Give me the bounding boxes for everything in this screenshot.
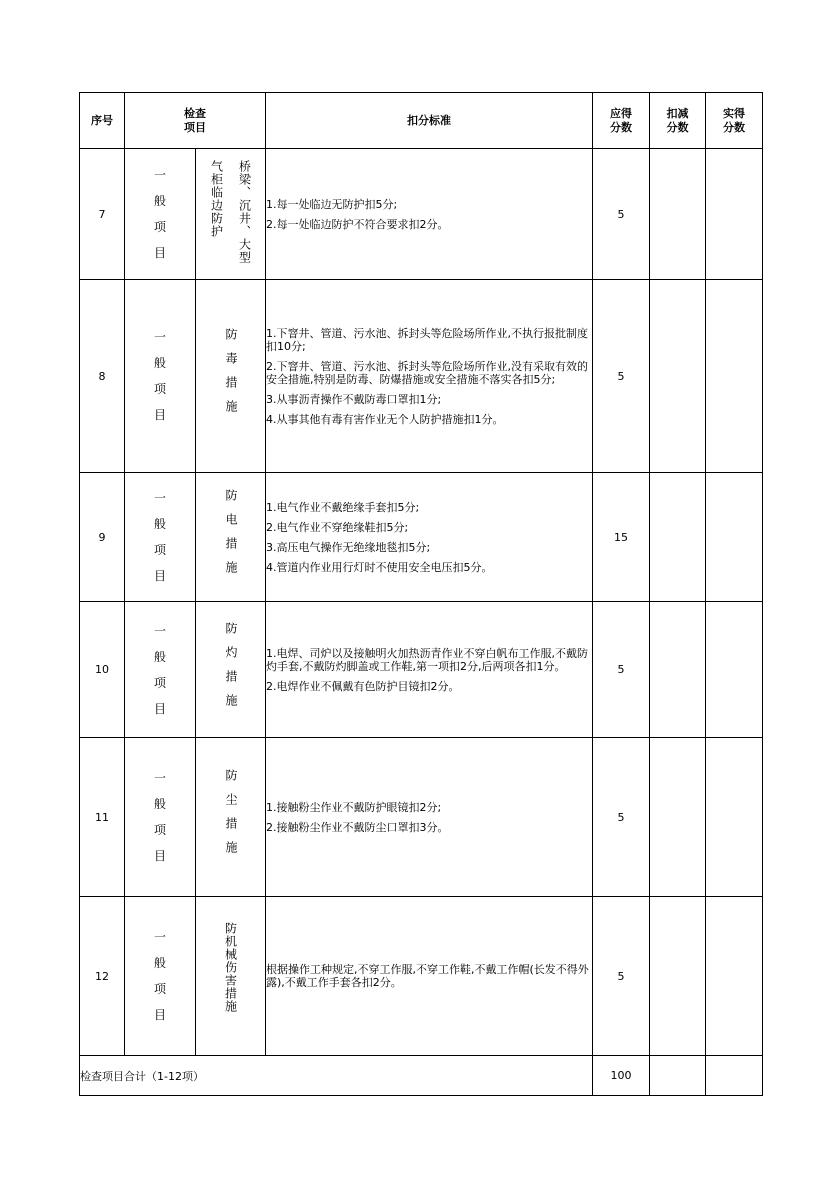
criteria-line: 根据操作工种规定,不穿工作服,不穿工作鞋,不戴工作帽(长发不得外露),不戴工作手套各扣2分。 <box>266 963 589 989</box>
total-deduct-score[interactable] <box>650 1056 706 1096</box>
table-row <box>80 473 763 602</box>
category-char: 目 <box>153 246 166 260</box>
row-criteria <box>266 149 593 280</box>
header-deduct-line1: 扣减 <box>666 106 689 120</box>
category-char: 一 <box>153 491 166 505</box>
category-char: 一 <box>153 330 166 344</box>
item-name-text: 防灼措施 <box>224 621 238 718</box>
category-char: 般 <box>153 649 166 664</box>
category-char: 项 <box>153 220 166 234</box>
row-deduct-score[interactable] <box>650 149 706 280</box>
row-number: 10 <box>80 602 125 738</box>
header-deduct-line2: 分数 <box>666 120 689 134</box>
criteria-line: 4.从事其他有毒有害作业无个人防护措施扣1分。 <box>266 412 504 426</box>
header-deduct-score <box>650 93 706 149</box>
row-category <box>125 738 196 897</box>
row-number: 11 <box>80 738 125 897</box>
criteria-line: 2.每一处临边防护不符合要求扣2分。 <box>266 217 449 231</box>
criteria-line: 2.下窨井、管道、污水池、拆封头等危险场所作业,没有采取有效的安全措施,特别是防毒、防爆措施或安全措施不落实各扣5分; <box>266 359 588 386</box>
criteria-line: 1.电气作业不戴绝缘手套扣5分; <box>266 500 420 514</box>
criteria-line: 2.接触粉尘作业不戴防尘口罩扣3分。 <box>266 820 449 834</box>
category-char: 目 <box>153 701 166 716</box>
row-category <box>125 473 196 602</box>
row-item-name <box>196 897 266 1056</box>
row-number: 12 <box>80 897 125 1056</box>
row-item-name <box>196 473 266 602</box>
header-no: 序号 <box>80 93 125 149</box>
category-char: 项 <box>153 823 166 837</box>
row-due-score: 5 <box>593 897 650 1056</box>
category-char: 般 <box>153 194 166 208</box>
item-name-text: 防毒措施 <box>224 328 238 424</box>
table-row <box>80 738 763 897</box>
category-char: 项 <box>153 675 166 690</box>
criteria-line: 1.接触粉尘作业不戴防护眼镜扣2分; <box>266 800 442 814</box>
row-criteria <box>266 602 593 738</box>
inspection-table <box>79 92 763 1096</box>
category-char: 一 <box>153 623 166 638</box>
category-char: 项 <box>153 382 166 396</box>
criteria-line: 3.高压电气操作无绝缘地毯扣5分; <box>266 540 431 554</box>
category-char: 般 <box>153 797 166 811</box>
total-label: 检查项目合计（1-12项） <box>80 1056 593 1096</box>
row-due-score: 5 <box>593 280 650 473</box>
row-category <box>125 602 196 738</box>
row-deduct-score[interactable] <box>650 473 706 602</box>
total-actual-score[interactable] <box>706 1056 763 1096</box>
row-actual-score[interactable] <box>706 738 763 897</box>
category-char: 项 <box>153 543 166 557</box>
row-deduct-score[interactable] <box>650 738 706 897</box>
table-row <box>80 280 763 473</box>
row-deduct-score[interactable] <box>650 280 706 473</box>
header-item <box>125 93 266 149</box>
criteria-line: 1.下窨井、管道、污水池、拆封头等危险场所作业,不执行报批制度扣10分; <box>266 326 588 353</box>
header-actual-line2: 分数 <box>723 120 745 134</box>
category-char: 目 <box>153 569 166 583</box>
category-char: 项 <box>153 982 166 996</box>
item-name-text: 防电措施 <box>224 489 238 585</box>
criteria-line: 2.电焊作业不佩戴有色防护目镜扣2分。 <box>266 679 460 693</box>
criteria-line: 2.电气作业不穿绝缘鞋扣5分; <box>266 520 409 534</box>
total-due-score: 100 <box>593 1056 650 1096</box>
criteria-line: 1.每一处临边无防护扣5分; <box>266 197 398 211</box>
header-item-line1: 检查 <box>184 106 206 120</box>
row-item-name <box>196 149 266 280</box>
category-char: 目 <box>153 408 166 422</box>
row-due-score: 5 <box>593 738 650 897</box>
row-number: 7 <box>80 149 125 280</box>
table-row <box>80 149 763 280</box>
row-item-name <box>196 280 266 473</box>
total-row <box>80 1056 763 1096</box>
item-name-text: 防尘措施 <box>224 769 238 865</box>
criteria-line: 3.从事沥青操作不戴防毒口罩扣1分; <box>266 392 442 406</box>
header-item-line2: 项目 <box>184 120 206 134</box>
row-criteria <box>266 280 593 473</box>
row-category <box>125 280 196 473</box>
header-criteria: 扣分标准 <box>266 93 593 149</box>
row-actual-score[interactable] <box>706 602 763 738</box>
header-due-line2: 分数 <box>610 120 632 134</box>
row-actual-score[interactable] <box>706 280 763 473</box>
category-char: 般 <box>153 517 166 531</box>
category-char: 一 <box>153 771 166 785</box>
row-item-name <box>196 738 266 897</box>
category-char: 目 <box>153 849 166 863</box>
category-char: 一 <box>153 930 166 944</box>
header-row <box>80 93 763 149</box>
header-due-score <box>593 93 650 149</box>
row-deduct-score[interactable] <box>650 602 706 738</box>
row-due-score: 15 <box>593 473 650 602</box>
category-char: 目 <box>153 1008 166 1022</box>
header-actual-line1: 实得 <box>723 106 745 120</box>
row-category <box>125 897 196 1056</box>
row-actual-score[interactable] <box>706 897 763 1056</box>
row-criteria <box>266 897 593 1056</box>
table-row <box>80 897 763 1056</box>
row-actual-score[interactable] <box>706 149 763 280</box>
row-item-name <box>196 602 266 738</box>
category-char: 一 <box>153 168 166 182</box>
header-actual-score <box>706 93 763 149</box>
category-char: 般 <box>153 956 166 970</box>
row-number: 9 <box>80 473 125 602</box>
row-number: 8 <box>80 280 125 473</box>
row-criteria <box>266 738 593 897</box>
row-criteria <box>266 473 593 602</box>
category-char: 般 <box>153 356 166 370</box>
item-name-text: 桥梁、沉井、大型气柜临边防护 <box>209 160 252 264</box>
table-row <box>80 602 763 738</box>
header-due-line1: 应得 <box>610 106 632 120</box>
criteria-line: 4.管道内作业用行灯时不使用安全电压扣5分。 <box>266 560 493 574</box>
row-due-score: 5 <box>593 602 650 738</box>
criteria-line: 1.电焊、司炉以及接触明火加热沥青作业不穿白帆布工作服,不戴防灼手套,不戴防灼脚盖或工作鞋,第一项扣2分,后两项各扣1分。 <box>266 646 588 673</box>
row-due-score: 5 <box>593 149 650 280</box>
row-actual-score[interactable] <box>706 473 763 602</box>
row-deduct-score[interactable] <box>650 897 706 1056</box>
item-name-text: 防机械伤害措施 <box>223 922 238 1013</box>
row-category <box>125 149 196 280</box>
